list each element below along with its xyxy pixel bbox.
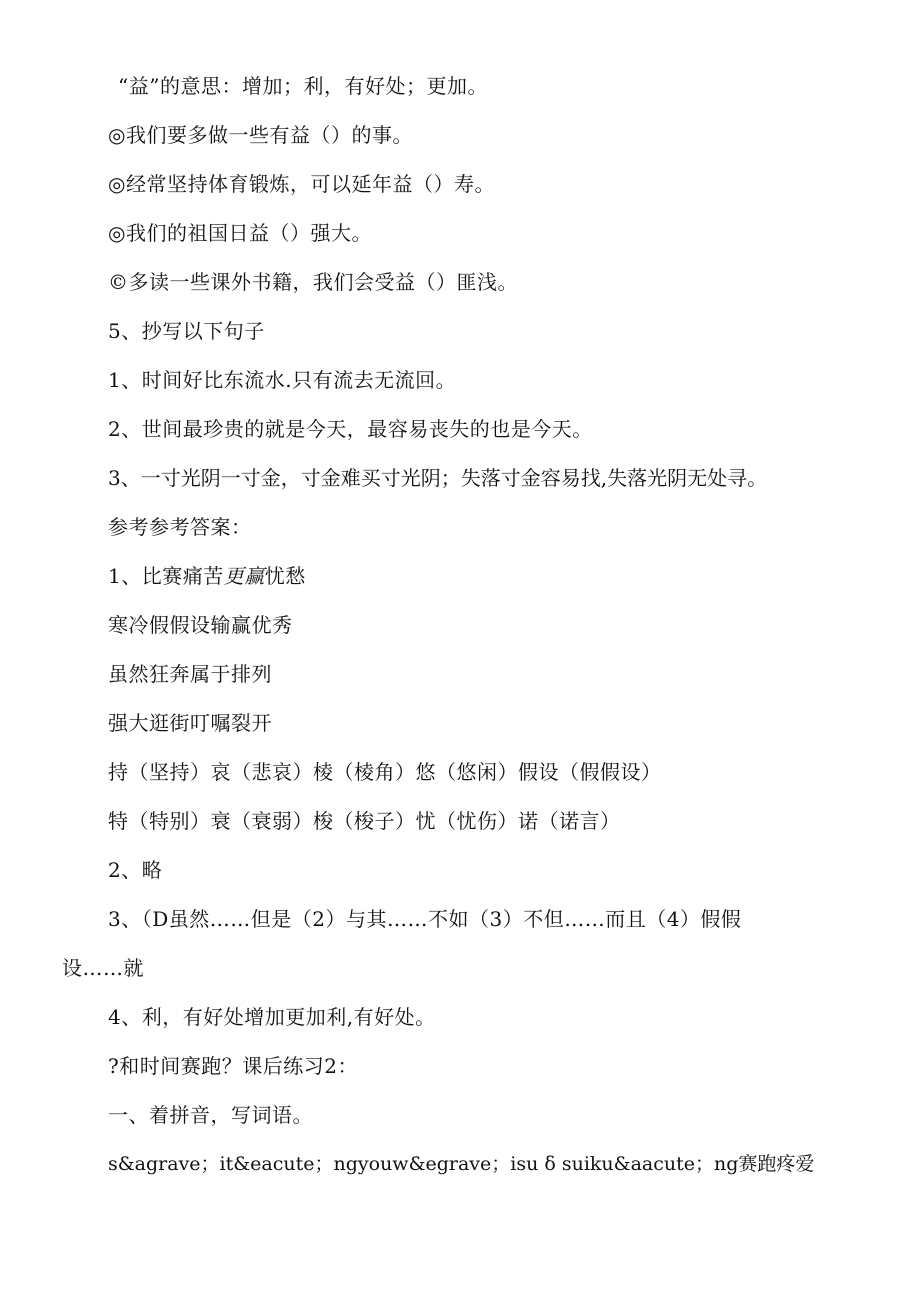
text-line-meaning: “益”的意思：增加；利，有好处；更加。 [118,74,488,98]
section-heading-answers: 参考参考答案： [108,515,252,539]
text-line-answer-words-3: 强大逛街叮嘱裂开 [108,711,272,735]
text-line-answer-words-1: 寒冷假假设输赢优秀 [108,613,293,637]
text-line-q4: ©多读一些课外书籍，我们会受益（）匪浅。 [108,270,518,294]
text-line-answer-3-cont: 设……就 [62,956,144,980]
answer-1-suffix: 忧愁 [264,564,306,588]
text-line-answer-4: 4、利，有好处增加更加利,有好处。 [108,1005,436,1029]
text-line-answer-1 [108,562,306,590]
text-line-answer-2: 2、略 [108,858,163,882]
text-line-q2: ◎经常坚持体育锻炼，可以延年益（）寿。 [108,172,495,196]
text-line-sentence-1: 1、时间好比东流水.只有流去无流回。 [108,368,457,392]
text-line-sentence-2: 2、世间最珍贵的就是今天，最容易丧失的也是今天。 [108,417,593,441]
answer-1-italic: 更赢 [223,564,265,588]
text-line-answer-words-2: 虽然狂奔属于排列 [108,662,272,686]
text-line-q1: ◎我们要多做一些有益（）的事。 [108,123,413,147]
text-line-answer-chars-2: 特（特别）衰（衰弱）梭（梭子）忧（忧伤）诺（诺言） [108,809,621,833]
text-line-pinyin-heading: 一、着拼音，写词语。 [108,1103,313,1127]
answer-1-prefix: 1、比赛痛苦 [108,564,224,588]
text-line-answer-chars-1: 持（坚持）哀（悲哀）棱（棱角）悠（悠闲）假设（假假设） [108,760,662,784]
text-line-answer-3: 3、（D虽然……但是（2）与其……不如（3）不但……而且（4）假假 [108,907,742,931]
section-heading-exercise: ?和时间赛跑？课后练习2： [108,1054,358,1078]
text-line-sentence-3: 3、一寸光阴一寸金，寸金难买寸光阴；失落寸金容易找,失落光阴无处寻。 [108,466,768,490]
section-heading-copy: 5、抄写以下句子 [108,319,265,343]
text-line-q3: ◎我们的祖国日益（）强大。 [108,221,372,245]
text-line-pinyin: s&agrave；it&eacute；ngyouw&egrave；isu δ suiku&aacute；ng赛跑疼爱 [108,1153,815,1175]
